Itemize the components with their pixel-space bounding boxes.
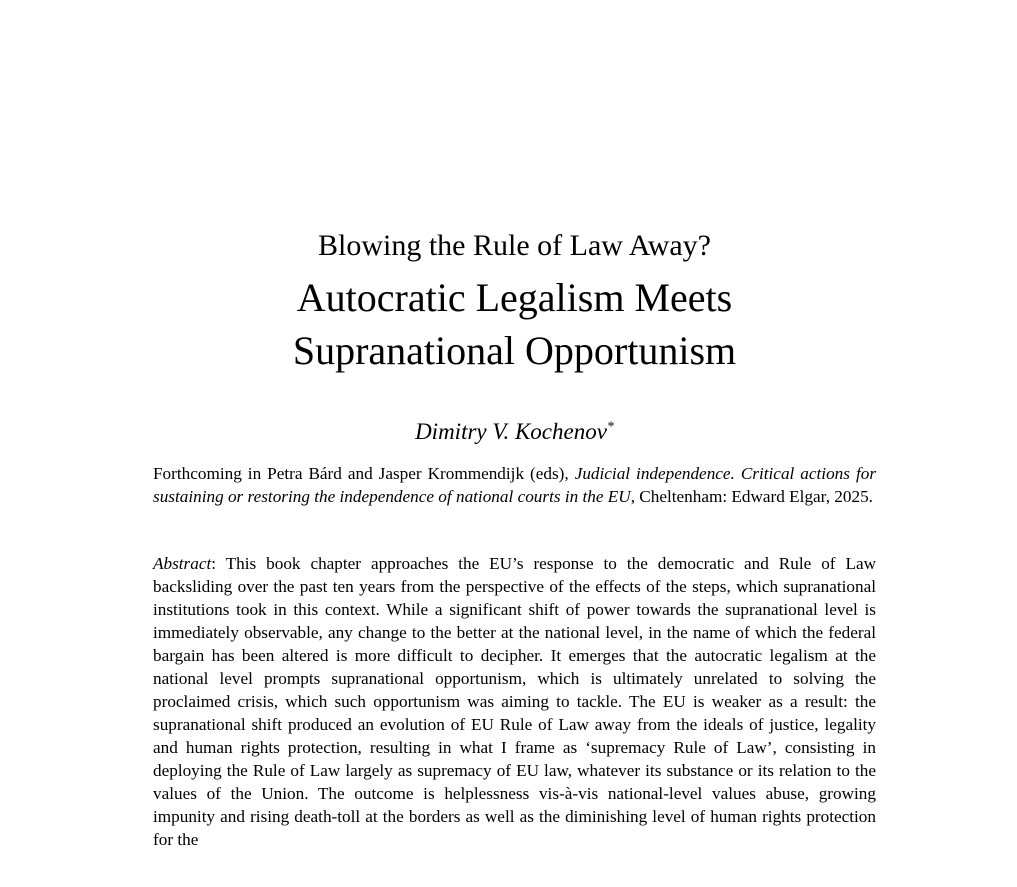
page-content	[153, 227, 876, 851]
author-name: Dimitry V. Kochenov*	[415, 419, 614, 444]
paper-subtitle: Blowing the Rule of Law Away?	[317, 229, 711, 262]
publication-note: Forthcoming in Petra Bárd and Jasper Krommendijk (eds), Judicial independence. Critical actions for sustaining or restoring the independence of national courts in the EU, Cheltenham: Edward Elgar, 2025.	[153, 464, 877, 506]
paper-title-line-2: Supranational Opportunism	[292, 328, 737, 373]
paper-title-line-1: Autocratic Legalism Meets	[296, 275, 733, 320]
abstract-paragraph: Abstract: This book chapter approaches the EU’s response to the democratic and Rule of Law backsliding over the past ten years from the perspective of the effects of the steps, which supranational institutions took in this context. While a significant shift of power towards the supranational level is immediately observable, any change to the better at the national level, in the name of which the federal bargain has been altered is more difficult to decipher. It emerges that the autocratic legalism at the national level prompts supranational opportunism, which is ultimately unrelated to solving the proclaimed crisis, which such opportunism was aiming to tackle. The EU is weaker as a result: the supranational shift produced an evolution of EU Rule of Law away from the ideals of justice, legality and human rights protection, resulting in what I frame as ‘supremacy Rule of Law’, consisting in deploying the Rule of Law largely as supremacy of EU law, whatever its substance or its relation to the values of the Union. The outcome is helplessness vis-à-vis national-level values abuse, growing impunity and rising death-toll at the borders as well as the diminishing level of human rights protection for the	[153, 554, 876, 849]
paper-title	[153, 271, 876, 377]
